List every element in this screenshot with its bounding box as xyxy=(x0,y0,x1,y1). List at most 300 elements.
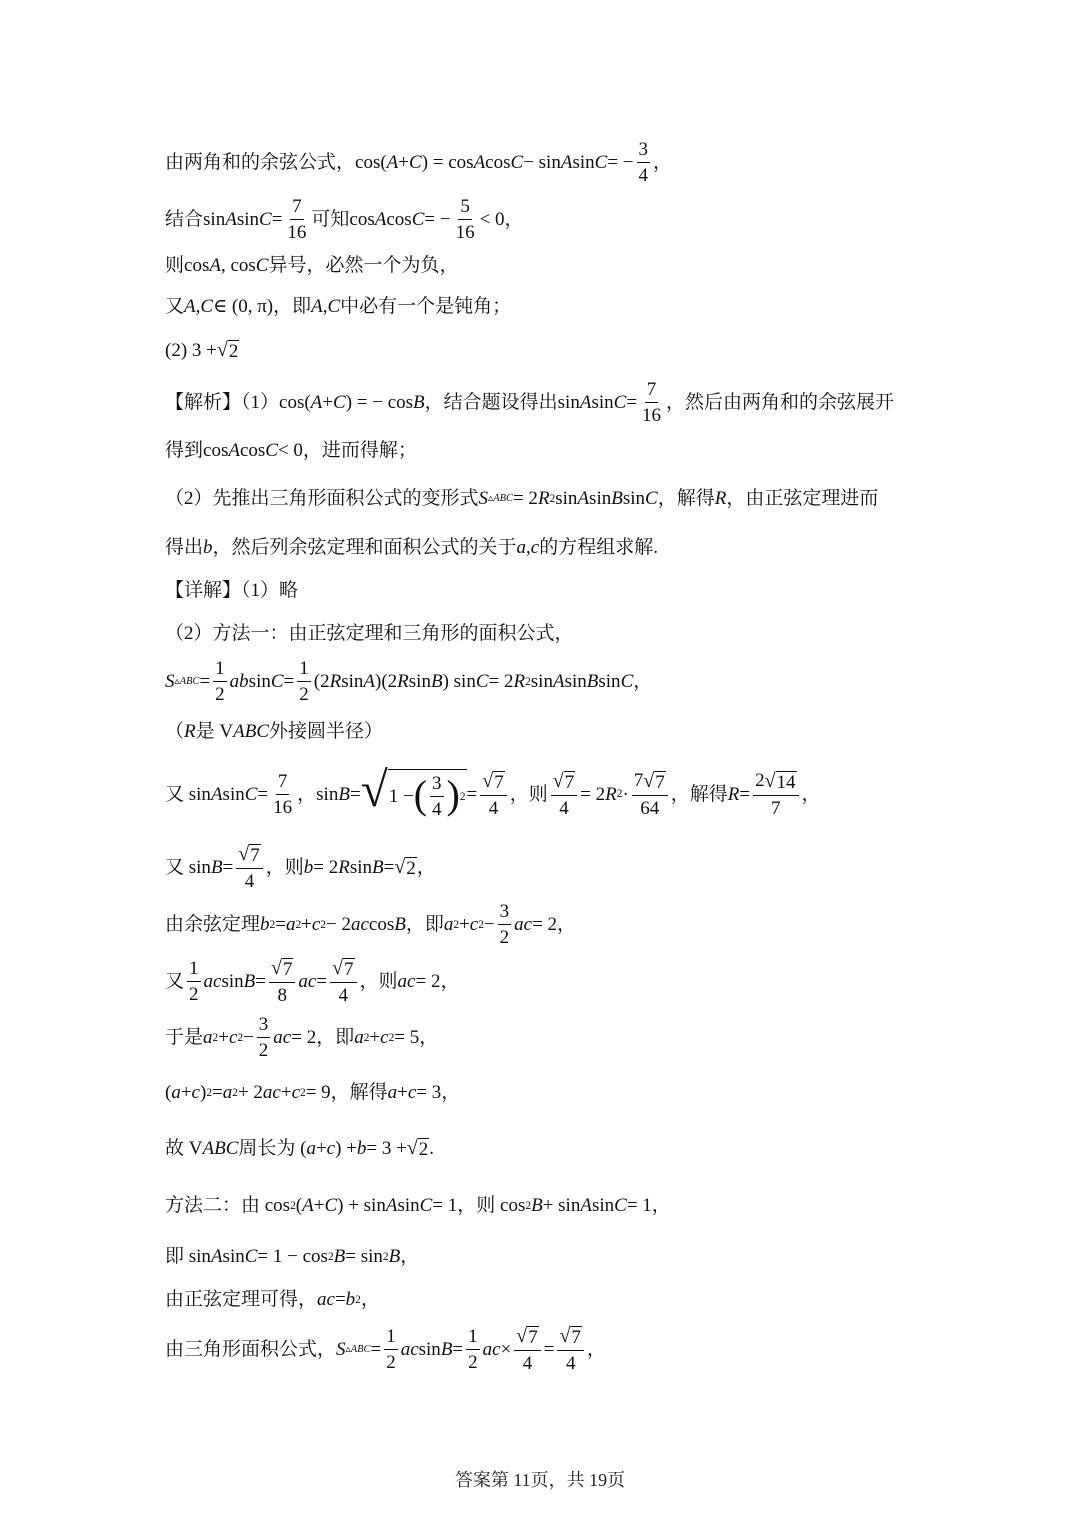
text: )(2 xyxy=(375,671,398,692)
var: B xyxy=(388,1246,401,1267)
var: A xyxy=(386,152,399,173)
text: , xyxy=(195,296,201,317)
var: C xyxy=(259,209,272,230)
text: sin xyxy=(222,1246,245,1267)
var: C xyxy=(475,671,489,692)
denominator: 2 xyxy=(468,1352,478,1373)
text: 1 − xyxy=(388,786,414,807)
text: = 2， xyxy=(532,914,577,935)
var: b xyxy=(303,857,314,878)
analysis-line-3: （2）先推出三角形面积公式的变形式 S ▵ABC = 2 R 2 sin A sin B sin C ，解得 R ，由正弦定理进而 xyxy=(165,488,879,509)
var: c xyxy=(380,1027,389,1048)
text: ，然后列余弦定理和面积公式的关于 xyxy=(212,537,517,558)
var: ABC xyxy=(233,721,269,742)
denominator: 4 xyxy=(559,797,569,819)
radicand: 7 xyxy=(344,959,354,980)
var: a xyxy=(203,1027,213,1048)
text: 外接圆半径） xyxy=(269,721,384,742)
denominator: 8 xyxy=(277,985,287,1006)
fraction: 2 √ 14 7 xyxy=(753,771,798,818)
var: B xyxy=(413,392,425,413)
radicand: 7 xyxy=(528,1327,538,1348)
fraction xyxy=(498,902,512,947)
fraction xyxy=(466,1327,480,1372)
solution-line-4 xyxy=(165,297,511,316)
var: c xyxy=(469,914,479,935)
text: cos xyxy=(203,440,229,461)
var: A xyxy=(580,1195,592,1216)
var: A xyxy=(209,255,221,276)
denominator: 4 xyxy=(522,1353,533,1374)
text: 故 V xyxy=(165,1138,203,1159)
text: cos xyxy=(485,152,511,173)
fraction: √ 7 4 xyxy=(480,771,506,818)
text: + xyxy=(369,1027,381,1048)
var: A xyxy=(577,488,590,509)
denominator: 2 xyxy=(258,1040,269,1061)
text: + sin xyxy=(542,1195,581,1216)
cosine-law-line: 由余弦定理 b 2 = a 2 + c 2 − 2 ac cos B ，即 a 2 + c 2 − $\frac{3}{2}$ ac = 2， xyxy=(165,901,577,948)
var: S xyxy=(478,488,489,509)
var: C xyxy=(594,152,608,173)
text: sin xyxy=(222,783,245,805)
text: , xyxy=(322,296,328,317)
var: B xyxy=(611,488,623,509)
text: − 2 xyxy=(326,914,351,935)
text: = 2， xyxy=(415,971,460,992)
text: ) = − cos xyxy=(345,392,414,413)
text: = xyxy=(334,1289,346,1310)
sin-identity-line: 即 sin A sin C = 1 − cos 2 B = sin 2 B ， xyxy=(165,1246,420,1267)
var: ac xyxy=(298,971,317,992)
text: 由两角和的余弦公式， xyxy=(165,152,356,173)
var: R xyxy=(338,857,350,878)
text: sin xyxy=(349,857,372,878)
var: ABC xyxy=(202,1138,239,1159)
var: a xyxy=(306,1138,316,1159)
radicand: 7 xyxy=(282,959,293,980)
var: ab xyxy=(229,671,249,692)
text: + xyxy=(280,1082,292,1103)
analysis-line-4 xyxy=(165,538,658,557)
text: = xyxy=(275,914,286,935)
var: a xyxy=(443,914,454,935)
numerator: 3 xyxy=(430,774,444,797)
text: × xyxy=(500,1339,512,1360)
method-one-intro xyxy=(165,624,574,643)
var: C xyxy=(645,488,658,509)
var: ac xyxy=(397,971,416,992)
text: cos xyxy=(368,914,395,935)
denominator: 4 xyxy=(432,799,442,820)
var: A xyxy=(184,296,196,317)
b-value-line xyxy=(165,844,436,891)
perimeter-result-line xyxy=(165,1138,434,1159)
radicand: 7 xyxy=(250,845,260,866)
text: 则 xyxy=(165,255,185,276)
var: a xyxy=(171,1082,181,1103)
text: < 0， xyxy=(479,209,524,230)
text: 周长为 ( xyxy=(238,1138,307,1159)
var: b xyxy=(260,914,270,935)
var: C xyxy=(200,296,214,317)
square-root: √ 2 xyxy=(216,339,239,362)
var: A xyxy=(302,1195,314,1216)
text: ， xyxy=(360,1289,380,1310)
var: C xyxy=(327,296,341,317)
text: = xyxy=(543,1339,555,1360)
text: ) + sin xyxy=(337,1195,386,1216)
fraction xyxy=(187,959,201,1004)
text: 由正弦定理可得， xyxy=(165,1289,318,1310)
radicand: 7 xyxy=(571,1327,581,1348)
text: + xyxy=(313,1195,325,1216)
text: + xyxy=(218,1027,229,1048)
text: cos xyxy=(184,255,210,276)
numerator: 1 xyxy=(297,659,311,682)
text: cos xyxy=(386,209,412,230)
fraction xyxy=(454,197,477,242)
text: 由余弦定理 xyxy=(165,914,261,935)
var: ac xyxy=(350,914,369,935)
text: ，sin xyxy=(297,783,339,805)
denominator: 4 xyxy=(488,797,499,819)
text: = − xyxy=(607,152,634,173)
numerator: 7 xyxy=(290,197,304,220)
var: A xyxy=(225,209,237,230)
text: = xyxy=(349,783,361,805)
fraction xyxy=(430,774,444,819)
fraction xyxy=(384,1327,398,1372)
text: + xyxy=(315,1138,327,1159)
var: c xyxy=(311,914,321,935)
fraction xyxy=(213,659,227,704)
var: B xyxy=(338,783,350,805)
text: sin xyxy=(557,392,580,413)
denominator: 16 xyxy=(273,796,293,818)
text: = xyxy=(283,671,295,692)
var: B xyxy=(394,914,406,935)
text: sin xyxy=(591,392,614,413)
text: = 2 xyxy=(580,783,606,805)
text: sin xyxy=(203,209,226,230)
radicand: 2 xyxy=(406,858,416,879)
var: R xyxy=(184,721,196,742)
text: cos( xyxy=(355,152,387,173)
text: ( xyxy=(295,1195,303,1216)
var: C xyxy=(411,209,425,230)
text: = 2 xyxy=(488,671,514,692)
var: B xyxy=(586,671,599,692)
denominator: 4 xyxy=(638,165,648,186)
area-formula-line: S ▵ABC = $\frac{1}{2}$ ab sin C = $\frac{1}{2}$ (2 R sin A )(2 R sin B ) sin C = 2 R 2 sin A sin B sin C ， xyxy=(165,658,653,705)
denominator: 7 xyxy=(771,797,781,819)
var: R xyxy=(727,783,740,805)
text: cos( xyxy=(279,392,311,413)
text: = 9，解得 xyxy=(305,1082,388,1103)
text: + xyxy=(397,1082,408,1103)
text: ，则 xyxy=(509,783,548,805)
var: C xyxy=(620,671,634,692)
text: = 1， xyxy=(626,1195,671,1216)
text: , cos xyxy=(220,255,256,276)
method-two-line: 方法二：由 cos 2 ( A + C ) + sin A sin C = 1，则 cos 2 B + sin A sin C = 1， xyxy=(165,1195,671,1216)
text: 方法二：由 cos xyxy=(165,1195,291,1216)
fraction: 7 √ 7 64 xyxy=(632,771,668,818)
var: A xyxy=(374,209,387,230)
text: + xyxy=(180,1082,192,1103)
text: 又 sin xyxy=(165,857,211,878)
var: R xyxy=(329,671,342,692)
fraction xyxy=(640,380,663,425)
var: A xyxy=(363,671,375,692)
var: C xyxy=(244,1246,258,1267)
detail-heading xyxy=(165,581,298,600)
var: S xyxy=(336,1339,346,1360)
text: ，解得 xyxy=(657,488,715,509)
text: sin xyxy=(589,488,612,509)
text: sin xyxy=(598,671,621,692)
text: ，解得 xyxy=(670,783,728,805)
denominator: 16 xyxy=(455,222,475,243)
text: 中必有一个是钝角； xyxy=(340,296,512,317)
var: C xyxy=(419,1195,433,1216)
text: ， xyxy=(416,857,436,878)
denominator: 4 xyxy=(338,985,349,1006)
text: ，即 xyxy=(405,914,444,935)
area-ac-line xyxy=(165,958,459,1005)
section-label: 【解析】（1） xyxy=(165,392,280,413)
text: ，由正弦定理进而 xyxy=(726,488,879,509)
fraction xyxy=(271,772,294,817)
var: B xyxy=(243,971,256,992)
numerator: 5 xyxy=(458,197,472,220)
text: = 2 xyxy=(512,488,538,509)
text: sin xyxy=(564,671,587,692)
text: = 3 + xyxy=(366,1138,407,1159)
var: A xyxy=(310,392,323,413)
fraction: √ 7 4 xyxy=(236,844,262,891)
text: cos xyxy=(349,209,375,230)
radicand: 7 xyxy=(494,771,504,793)
var: A xyxy=(552,671,565,692)
text: 的方程组求解. xyxy=(539,537,658,558)
var: ac xyxy=(400,1339,419,1360)
var: c xyxy=(228,1027,238,1048)
var: a xyxy=(222,1082,233,1103)
solution-line-2 xyxy=(165,197,524,242)
text: − xyxy=(483,914,495,935)
var: c xyxy=(291,1082,300,1103)
text: < 0，进而得解； xyxy=(277,440,417,461)
text: = xyxy=(739,783,751,805)
radicand: 7 xyxy=(655,771,665,793)
var: A xyxy=(210,783,223,805)
var: A xyxy=(228,440,240,461)
area-final-line: 由三角形面积公式， S ▵ABC = $\frac{1}{2}$ ac sin B = $\frac{1}{2}$ ac × √ 7 4 = √ 7 4 ， xyxy=(165,1325,606,1374)
denominator: 16 xyxy=(287,222,307,243)
text: 是 V xyxy=(195,721,234,742)
text: ， xyxy=(586,1339,606,1360)
var: c xyxy=(407,1082,417,1103)
text: sin xyxy=(248,671,271,692)
var: A xyxy=(473,152,486,173)
denominator: 16 xyxy=(642,405,662,426)
var: C xyxy=(270,671,284,692)
var: C xyxy=(244,783,258,805)
numerator: 3 xyxy=(637,140,651,163)
text: · xyxy=(622,783,629,805)
text: , xyxy=(526,537,531,558)
text: （2）先推出三角形面积公式的变形式 xyxy=(165,488,479,509)
square-root: √ 1 − ( $\frac{3}{4}$ ) 2 xyxy=(360,762,466,820)
denominator: 2 xyxy=(215,684,225,705)
fraction xyxy=(637,140,651,185)
var: R xyxy=(605,783,617,805)
denominator: 4 xyxy=(244,871,255,892)
fraction: √ 7 8 xyxy=(269,958,295,1005)
var: C xyxy=(255,255,269,276)
text: ( xyxy=(165,1082,172,1103)
section-label: 【详解】（1）略 xyxy=(165,580,299,601)
text: sin xyxy=(622,488,646,509)
var: ac xyxy=(514,914,533,935)
denominator: 2 xyxy=(499,927,510,948)
text: sin xyxy=(555,488,578,509)
var: c xyxy=(191,1082,200,1103)
text: sin xyxy=(572,152,595,173)
denominator: 2 xyxy=(189,984,199,1005)
text: sin xyxy=(591,1195,615,1216)
var: a xyxy=(387,1082,398,1103)
var: a xyxy=(285,914,296,935)
text: = 5， xyxy=(394,1027,439,1048)
var: A xyxy=(210,1246,223,1267)
var: C xyxy=(265,440,278,461)
var: b xyxy=(356,1138,367,1159)
denominator: 2 xyxy=(386,1352,396,1373)
var: A xyxy=(385,1195,398,1216)
fraction: √ 7 4 xyxy=(514,1326,540,1373)
var: A xyxy=(579,392,592,413)
text: = sin xyxy=(345,1246,383,1267)
text: ，则 xyxy=(265,857,304,878)
text: = xyxy=(271,209,283,230)
text: = xyxy=(255,971,266,992)
var: ac xyxy=(262,1082,281,1103)
text: 结合 xyxy=(165,209,204,230)
square-root: √ 2 xyxy=(406,1137,429,1160)
answer-part-2 xyxy=(165,340,239,361)
var: B xyxy=(372,857,384,878)
text: = 2 xyxy=(313,857,339,878)
page-footer: 答案第 11页，共 19页 xyxy=(454,1470,626,1490)
var: B xyxy=(531,1195,543,1216)
var: b xyxy=(203,537,213,558)
text: ) sin xyxy=(442,671,476,692)
text: = xyxy=(199,671,211,692)
var: S xyxy=(165,671,175,692)
text: = xyxy=(212,1082,223,1103)
sinB-solve-line: 又 sin A sin C = $\frac{7}{16}$ ，sin B = √ 1 − ( $\frac{3}{4}$ ) 2 = √ 7 4 ，则 √ 7 4 = 2 R 2 · 7 √ 7 64 ，解得 R = 2 √ 14 7 ， xyxy=(165,762,821,820)
text: sin xyxy=(530,671,553,692)
analysis-line-2 xyxy=(165,441,417,460)
text: （2）方法一：由正弦定理和三角形的面积公式， xyxy=(165,623,574,644)
text: + 2 xyxy=(237,1082,263,1103)
text: = 3， xyxy=(416,1082,461,1103)
text: 即 sin xyxy=(165,1246,211,1267)
var: c xyxy=(326,1138,336,1159)
var: B xyxy=(430,671,443,692)
numerator: 1 xyxy=(213,659,227,682)
denominator: 64 xyxy=(640,797,660,819)
text: ) xyxy=(199,1082,207,1103)
coefficient: 7 xyxy=(633,769,644,791)
text: = xyxy=(222,857,234,878)
var: B xyxy=(333,1246,346,1267)
text: − xyxy=(243,1027,254,1048)
text: sin xyxy=(418,1339,441,1360)
square-root: √ 2 xyxy=(394,856,416,879)
var: c xyxy=(530,537,540,558)
text: sin xyxy=(236,209,259,230)
sine-law-line: 由正弦定理可得， ac = b 2 ， xyxy=(165,1289,380,1310)
radius-note xyxy=(165,722,383,741)
var: a xyxy=(516,537,527,558)
var: A xyxy=(560,152,573,173)
var: C xyxy=(613,392,627,413)
sum-of-squares-line: 于是 a 2 + c 2 − $\frac{3}{2}$ ac = 2，即 a 2 + c 2 = 5， xyxy=(165,1014,439,1061)
fraction: √ 7 4 xyxy=(557,1326,583,1373)
var: a xyxy=(354,1027,364,1048)
numerator: 1 xyxy=(187,959,201,982)
text: 于是 xyxy=(165,1027,204,1048)
text: + xyxy=(459,914,470,935)
var: C xyxy=(510,152,524,173)
text: ， xyxy=(801,783,821,805)
text: sin xyxy=(408,671,431,692)
var: C xyxy=(614,1195,627,1216)
radicand: 2 xyxy=(228,341,239,362)
text: − sin xyxy=(523,152,561,173)
text: ， xyxy=(653,152,673,173)
fraction xyxy=(257,1015,271,1060)
numerator: 1 xyxy=(384,1327,398,1350)
numerator: 7 xyxy=(276,772,290,795)
text: = − xyxy=(424,209,451,230)
var: C xyxy=(324,1195,338,1216)
text: 又 xyxy=(165,971,185,992)
text: = 2，即 xyxy=(291,1027,355,1048)
text: ， xyxy=(400,1246,420,1267)
radicand: 14 xyxy=(776,771,796,793)
text: cos xyxy=(239,440,266,461)
text: = xyxy=(370,1339,382,1360)
numerator: 1 xyxy=(466,1327,480,1350)
text: ) + xyxy=(335,1138,357,1159)
text: 由三角形面积公式， xyxy=(165,1339,337,1360)
text: sin xyxy=(221,971,244,992)
denominator: 2 xyxy=(299,684,309,705)
var: A xyxy=(311,296,323,317)
text: + xyxy=(322,392,333,413)
text: ) = cos xyxy=(421,152,474,173)
text: 又 xyxy=(165,296,185,317)
text: = 1，则 cos xyxy=(432,1195,526,1216)
text: + xyxy=(398,152,409,173)
text: ，然后由两角和的余弦展开 xyxy=(666,392,895,413)
coefficient: 2 xyxy=(755,769,765,791)
